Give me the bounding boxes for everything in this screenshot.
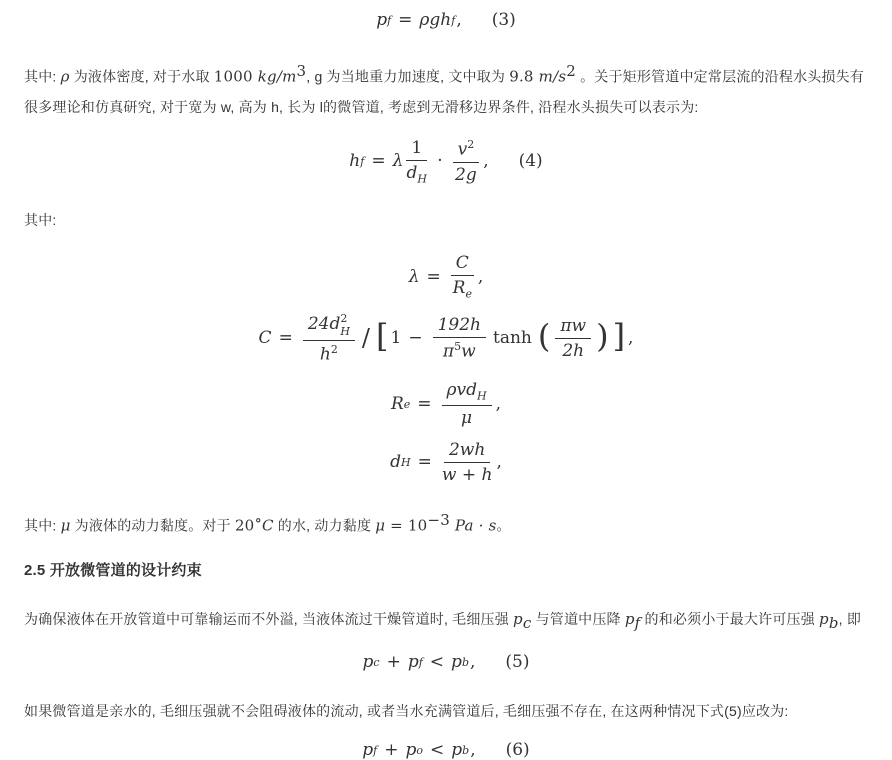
math-unit: m/s: [538, 67, 567, 86]
math-sub: H: [417, 172, 428, 186]
right-paren: ): [596, 317, 609, 355]
fraction: [442, 380, 492, 427]
text-run: 。: [496, 517, 511, 534]
math-sub: e: [465, 287, 472, 301]
math-sub: f: [360, 154, 365, 168]
minus-sign: −: [408, 328, 423, 349]
fraction-denominator: [443, 338, 476, 362]
comma: ,: [483, 151, 489, 172]
tanh-function: tanh: [492, 328, 532, 349]
math-var: R: [452, 278, 466, 299]
fraction-numerator: [303, 312, 355, 340]
text-run: 的水, 动力黏度: [273, 517, 376, 534]
text-run: 为液体的动力黏度。对于: [70, 517, 235, 534]
fraction-denominator: [407, 161, 427, 185]
math-var: 24d: [307, 314, 341, 335]
math-var: d: [406, 162, 418, 183]
math-var: p: [451, 740, 463, 760]
math-sub: e: [403, 397, 411, 411]
math-var: p: [405, 740, 417, 760]
math-mu: μ: [375, 516, 386, 535]
math-var: h: [349, 151, 361, 172]
paragraph-density: [24, 56, 868, 122]
math-sub: H: [340, 325, 350, 339]
left-paren: (: [537, 317, 551, 355]
fraction-numerator: C: [451, 253, 474, 276]
math-unit: kg/m: [257, 67, 297, 86]
fraction-numerator: [453, 138, 480, 163]
paragraph-constraint: [24, 604, 868, 638]
fraction-numerator: 192h: [433, 315, 486, 338]
label-where: 其中:: [24, 212, 57, 229]
math-sup: 3: [296, 62, 307, 80]
paragraph-hydrophilic: 如果微管道是亲水的, 毛细压强就不会阻碍液体的流动, 或者当水充满管道后, 毛细压强不存在, 在这两种情况下式(5)应改为:: [24, 703, 789, 720]
math-var: p: [362, 652, 374, 673]
fraction-denominator: [320, 341, 338, 365]
equals-sign: =: [371, 151, 386, 172]
paragraph-viscosity: [24, 505, 868, 541]
math-sub: f: [418, 655, 423, 669]
math-sub: b: [828, 614, 839, 633]
text-run: , 即: [838, 611, 862, 628]
math-lambda: λ: [408, 266, 420, 287]
equals-sign: =: [417, 394, 432, 415]
fraction: [453, 138, 480, 185]
equation-4: [24, 138, 868, 185]
equation-Re: [24, 380, 868, 427]
math-number: 20: [234, 516, 255, 535]
equation-C: [24, 312, 868, 364]
math-sub: f: [451, 13, 456, 27]
equals-sign: =: [417, 452, 432, 473]
comma: ,: [496, 452, 502, 473]
math-var: p: [624, 610, 635, 629]
math-var: R: [390, 394, 404, 415]
math-pi: π: [442, 341, 455, 362]
fraction-denominator: w + h: [441, 464, 493, 485]
fraction: [303, 312, 355, 364]
math-sub: b: [461, 655, 469, 669]
math-unit: Pa · s: [449, 516, 497, 535]
math-var: ρvd: [446, 380, 478, 401]
equals-sign: =: [398, 10, 413, 30]
text-run: 。关于矩形管道中定常层流的沿程水头损失有很多理论和仿真研究, 对于宽为 w, 高为 h, 长为 l的微管道, 考虑到无滑移边界条件, 沿程水头损失可以表示为:: [24, 68, 865, 115]
equation-number: (3): [491, 10, 516, 30]
math-sup: 2: [340, 312, 348, 326]
equation-number: (6): [505, 740, 530, 760]
equation-5: [24, 652, 868, 672]
equation-number: (4): [518, 151, 543, 172]
equals-sign: =: [385, 516, 408, 535]
equals-sign: =: [278, 328, 293, 349]
degree-symbol: ∘: [254, 510, 262, 529]
math-var: C: [262, 516, 274, 535]
equation-number: (5): [505, 652, 530, 673]
math-sub: c: [522, 614, 532, 633]
plus-sign: +: [386, 652, 401, 673]
math-var: w: [461, 341, 476, 362]
math-number: 10: [407, 516, 428, 535]
less-than-sign: <: [430, 740, 445, 760]
math-sub: f: [373, 743, 378, 757]
plus-sign: +: [384, 740, 399, 760]
fraction: [451, 253, 474, 300]
math-var: d: [390, 452, 402, 473]
fraction: [442, 440, 493, 485]
math-rho: ρ: [60, 67, 70, 86]
fraction-denominator: 2g: [455, 164, 477, 185]
text-run: , g 为当地重力加速度, 文中取为: [306, 68, 510, 85]
math-var: p: [819, 610, 829, 629]
comma: ,: [628, 328, 634, 349]
math-supsub: [340, 313, 350, 338]
math-sup: 2: [467, 138, 475, 152]
math-var: v: [457, 139, 468, 160]
fraction-denominator: 2h: [562, 340, 585, 361]
math-sub: H: [401, 455, 411, 469]
math-number: 1000: [213, 67, 258, 86]
math-var: ρgh: [419, 10, 452, 30]
math-sub: o: [416, 743, 424, 757]
math-var: p: [451, 652, 462, 673]
fraction-numerator: 2wh: [444, 440, 490, 463]
math-sub: f: [387, 13, 392, 27]
section-heading-2-5: 2.5 开放微管道的设计约束: [24, 562, 202, 580]
math-sub: c: [373, 655, 380, 669]
math-sup: 5: [454, 340, 462, 354]
text-run: 的和必须小于最大许可压强: [640, 611, 820, 628]
math-var: p: [362, 740, 374, 760]
cdot-operator: ·: [437, 151, 443, 172]
math-var: h: [319, 344, 331, 365]
fraction-numerator: πw: [555, 316, 591, 339]
math-var: C: [258, 328, 272, 349]
text-run: 为确保液体在开放管道中可靠输运而不外溢, 当液体流过干燥管道时, 毛细压强: [24, 611, 514, 628]
math-var: p: [376, 10, 388, 30]
math-sub: b: [462, 743, 470, 757]
fraction-numerator: 1: [406, 138, 427, 161]
division-slash: /: [361, 324, 371, 353]
comma: ,: [470, 740, 476, 760]
comma: ,: [477, 266, 484, 287]
fraction-denominator: [453, 276, 472, 300]
text-run: 为液体密度, 对于水取: [69, 68, 214, 85]
math-number: 9.8: [509, 67, 539, 86]
math-var: p: [407, 652, 419, 673]
math-sup: −3: [427, 510, 450, 529]
text-run: 与管道中压降: [531, 611, 625, 628]
left-bracket: [: [376, 317, 389, 355]
math-lambda: λ: [392, 151, 404, 172]
fraction: [433, 315, 486, 362]
math-sup: 2: [330, 342, 338, 356]
fraction: [406, 138, 427, 185]
math-var: p: [513, 610, 523, 629]
comma: ,: [456, 10, 462, 30]
fraction-denominator: μ: [461, 407, 473, 428]
text-run: 其中:: [24, 517, 61, 534]
equals-sign: =: [426, 266, 441, 287]
right-bracket: ]: [612, 317, 626, 355]
fraction: [555, 316, 591, 361]
equation-3: [24, 10, 868, 30]
fraction-numerator: [442, 380, 492, 405]
math-sub: f: [634, 614, 641, 633]
less-than-sign: <: [429, 652, 445, 673]
comma: ,: [469, 652, 476, 673]
equation-lambda: [24, 253, 868, 300]
comma: ,: [495, 394, 502, 415]
equation-6: [24, 740, 868, 760]
math-sub: H: [477, 389, 487, 403]
text-run: 其中:: [24, 68, 61, 85]
math-sup: 2: [566, 62, 576, 80]
math-number: 1: [390, 328, 402, 349]
equation-dH: [24, 440, 868, 485]
math-mu: μ: [60, 516, 71, 535]
